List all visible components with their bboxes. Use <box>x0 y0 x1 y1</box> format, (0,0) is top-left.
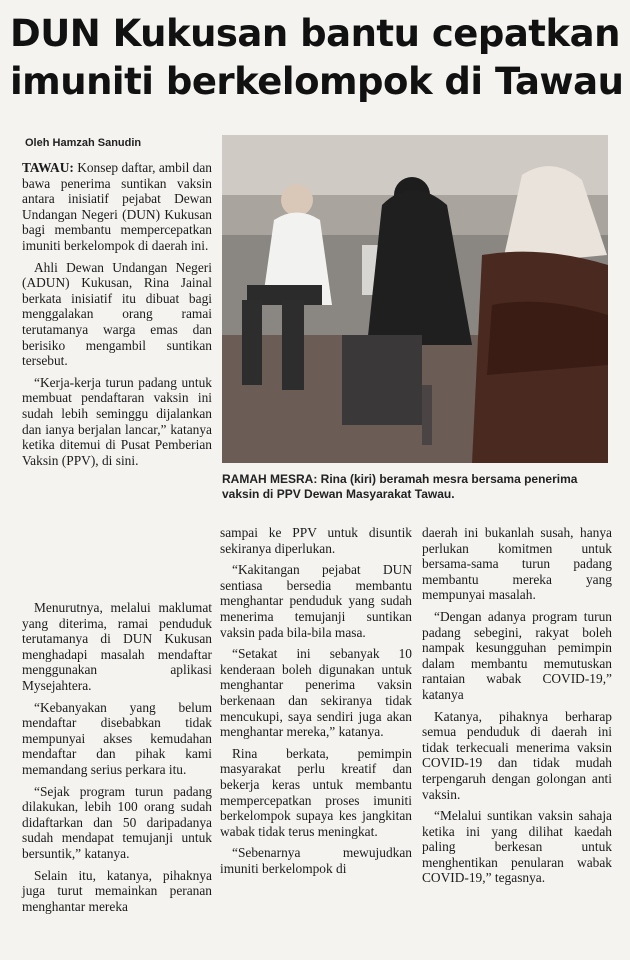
paragraph: Ahli Dewan Undangan Negeri (ADUN) Kukusan, Rina Jainal berkata inisiatif itu dibuat bagi menggalakan orang ramai terutamanya warga emas dan berisiko mengambil suntikan tersebut. <box>22 259 212 369</box>
photo-caption <box>222 472 612 502</box>
paragraph: Rina berkata, pemimpin masyarakat perlu kreatif dan bekerja keras untuk membantu mempercepatkan proses imuniti berkelompok supaya kes jangkitan wabak tidak terus meningkat. <box>220 745 412 839</box>
paragraph: “Kerja-kerja turun padang untuk membuat pendaftaran vaksin ini sudah lebih seminggu dijalankan dan ianya berjalan lancar,” katanya ketika ditemui di Pusat Pemberian Vaksin (PPV), di sini. <box>22 374 212 468</box>
paragraph: “Kebanyakan yang belum mendaftar disebabkan tidak mempunyai akses kemudahan mendaftar dan pihak kami memandang serius perkara itu. <box>22 699 212 777</box>
byline: Oleh Hamzah Sanudin <box>25 137 142 149</box>
article-column-1-bottom <box>22 600 212 920</box>
paragraph: Menurutnya, melalui maklumat yang diterima, ramai penduduk terutamanya di DUN Kukusan menghadapi masalah mendaftar menggunakan aplikasi Mysejahtera. <box>22 600 212 693</box>
paragraph: “Kakitangan pejabat DUN sentiasa bersedia membantu menghantar penduduk yang sudah menerima temujanji suntikan vaksin pada bila-bila masa. <box>220 562 412 640</box>
paragraph <box>22 160 212 254</box>
caption-text: Rina (kiri) beramah mesra bersama penerima vaksin di PPV Dewan Masyarakat Tawau. <box>222 472 578 501</box>
paragraph: “Sebenarnya mewujudkan imuniti berkelompok di <box>220 845 412 876</box>
caption-lead: RAMAH MESRA: <box>222 472 318 486</box>
paragraph: daerah ini bukanlah susah, hanya perlukan komitmen untuk bersama-sama turun padang membantu mereka yang mempunyai masalah. <box>422 525 612 603</box>
article-column-2 <box>220 525 412 882</box>
paragraph: “Sejak program turun padang dilakukan, lebih 100 orang sudah didaftarkan dan 50 daripadanya sudah mendapat temujanji untuk bersuntik,” katanya. <box>22 783 212 861</box>
paragraph-text: Konsep daftar, ambil dan bawa penerima suntikan vaksin antara inisiatif pejabat Dewan Undangan Negeri (DUN) Kukusan bagi membantu mempercepatkan imuniti berkelompok di daerah ini. <box>22 160 213 253</box>
paragraph: “Setakat ini sebanyak 10 kenderaan boleh digunakan untuk menghantar penerima vaksin berkenaan dan sekiranya tidak mencukupi, saya sendiri juga akan menghantar mereka,” katanya. <box>220 646 412 740</box>
paragraph: “Melalui suntikan vaksin sahaja ketika ini yang dilihat kaedah paling berkesan untuk menghentikan penularan wabak COVID-19,” tegasnya. <box>422 808 612 886</box>
article-column-1-top <box>22 160 212 474</box>
article-column-3 <box>422 525 612 892</box>
photo-illustration <box>222 135 608 463</box>
paragraph: Katanya, pihaknya berharap semua penduduk di daerah ini tidak terkecuali menerima vaksin COVID-19 dan tidak mudah terpengaruh dengan golongan anti vaksin. <box>422 708 612 802</box>
dateline: TAWAU: <box>22 160 74 175</box>
paragraph: sampai ke PPV untuk disuntik sekiranya diperlukan. <box>220 525 412 556</box>
headline-line-1: DUN Kukusan bantu cepatkan <box>10 12 620 55</box>
article-photo <box>222 135 608 463</box>
paragraph: “Dengan adanya program turun padang sebegini, rakyat boleh nampak kesungguhan pemimpin dalam membantu memutuskan rantaian wabak COVID-19,” katanya <box>422 608 612 702</box>
paragraph: Selain itu, katanya, pihaknya juga turut memainkan peranan menghantar mereka <box>22 867 212 914</box>
headline <box>10 10 622 106</box>
headline-line-2: imuniti berkelompok di Tawau <box>10 60 624 103</box>
